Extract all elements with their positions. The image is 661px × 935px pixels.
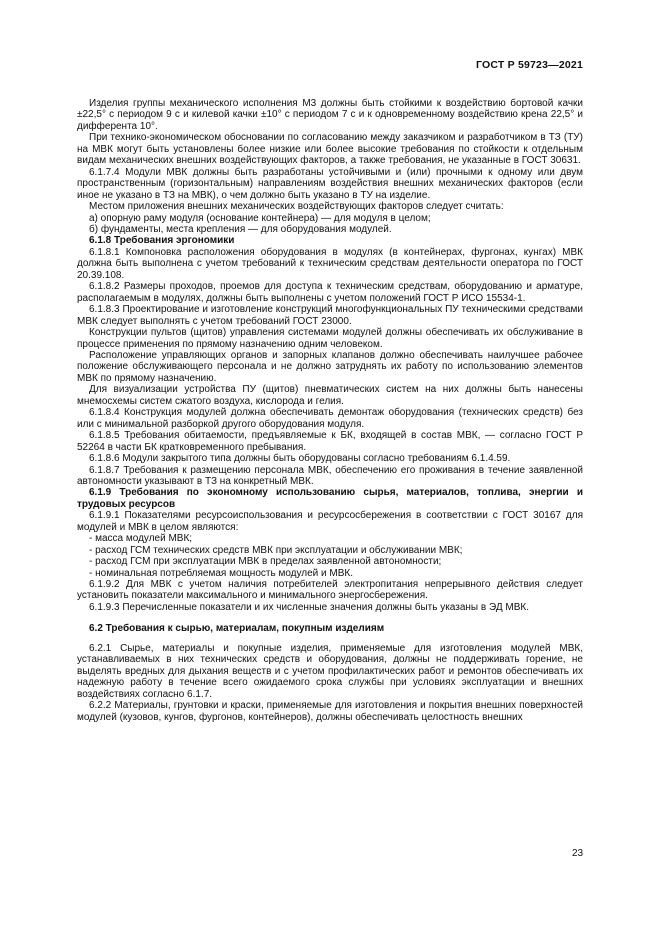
- paragraph: 6.1.8.3 Проектирование и изготовление конструкций многофункциональных ПУ техническими средствами МВК следует выполнять с учетом требований ГОСТ 23000.: [77, 304, 583, 327]
- paragraph: 6.1.8.4 Конструкция модулей должна обеспечивать демонтаж оборудования (технических средств) без или с минимальной разборкой другого оборудования модуля.: [77, 407, 583, 430]
- paragraph: 6.2.1 Сырье, материалы и покупные изделия, применяемые для изготовления модулей МВК, устанавливаемых в них технических средств и оборудования, должны не поддерживать горение, не выделять вредных для дыхания веществ и с учетом профилактических работ и ремонтов обеспечивать их надежную работу в течение всего ожидаемого срока службы при условиях эксплуатации и внешних воздействиях согласно 6.1.7.: [77, 642, 583, 700]
- paragraph: При технико-экономическом обосновании по согласованию между заказчиком и разработчиком в ТЗ (ТУ) на МВК могут быть установлены более низкие или более высокие требования по стойкости к отдельным видам механических внешних воздействующих факторов, а также требования, не указанные в ГОСТ 30631.: [77, 132, 583, 167]
- list-item: а) опорную раму модуля (основание контейнера) — для модуля в целом;: [89, 212, 431, 224]
- page-number: 23: [572, 848, 584, 859]
- paragraph: 6.2.2 Материалы, грунтовки и краски, применяемые для изготовления и покрытия внешних поверхностей модулей (кузовов, кунгов, фургонов, контейнеров), должны обеспечивать целостность внешних: [77, 700, 583, 723]
- list-item: - расход ГСМ технических средств МВК при эксплуатации и обслуживании МВК;: [89, 544, 463, 556]
- paragraph: 6.1.9.2 Для МВК с учетом наличия потребителей электропитания непрерывного действия следует установить показатели максимального и минимального энергосбережения.: [77, 579, 583, 602]
- paragraph: Для визуализации устройства ПУ (щитов) пневматических систем на них должны быть нанесены мнемосхемы систем сжатого воздуха, кислорода и гелия.: [77, 384, 583, 407]
- paragraph: 6.1.8.6 Модули закрытого типа должны быть оборудованы согласно требованиям 6.1.4.59.: [89, 453, 511, 465]
- list-item: - расход ГСМ при эксплуатации МВК в пределах заявленной автономности;: [89, 556, 442, 568]
- list-item: - масса модулей МВК;: [89, 533, 193, 545]
- paragraph: 6.1.8.5 Требования обитаемости, предъявляемые к БК, входящей в состав МВК, — согласно ГОСТ Р 52264 в части БК кратковременного пребывания.: [77, 430, 583, 453]
- paragraph: 6.1.8.1 Компоновка расположения оборудования в модулях (в контейнерах, фургонах, кунгах) МВК должна быть выполнена с учетом требований к техническим средствам деятельности оператора по ГОСТ 20.39.108.: [77, 246, 583, 281]
- paragraph: 6.1.7.4 Модули МВК должны быть разработаны устойчивыми и (или) прочными к одному или двум пространственным (горизонтальным) направлениям воздействия внешних механических факторов (если иное не указано в ТЗ на МВК), о чем должно быть указано в ТУ на изделие.: [77, 166, 583, 201]
- list-item: - номинальная потребляемая мощность модулей и МВК.: [89, 567, 354, 579]
- list-item: б) фундаменты, места крепления — для оборудования модулей.: [89, 223, 392, 235]
- section-heading: 6.1.8 Требования эргономики: [89, 235, 235, 247]
- section-heading: 6.1.9 Требования по экономному использованию сырья, материалов, топлива, энергии и трудовых ресурсов: [77, 487, 583, 510]
- paragraph: 6.1.8.7 Требования к размещению персонала МВК, обеспечению его проживания в течение заявленной автономности указывают в ТЗ на конкретный МВК.: [77, 464, 583, 487]
- standard-id-header: ГОСТ Р 59723—2021: [475, 59, 583, 71]
- paragraph: 6.1.9.1 Показателями ресурсоиспользования и ресурсосбережения в соответствии с ГОСТ 30167 для модулей и МВК в целом являются:: [77, 510, 583, 533]
- paragraph: 6.1.9.3 Перечисленные показатели и их численные значения должны быть указаны в ЭД МВК.: [89, 601, 529, 613]
- section-heading: 6.2 Требования к сырью, материалам, покупным изделиям: [89, 623, 385, 635]
- document-body: [77, 98, 583, 723]
- paragraph: Расположение управляющих органов и запорных клапанов должно обеспечивать наилучшее рабочее положение обслуживающего персонала и не должно затруднять их работу по использованию элементов МВК по прямому назначению.: [77, 349, 583, 384]
- paragraph: Местом приложения внешних механических воздействующих факторов следует считать:: [89, 201, 504, 213]
- paragraph: Конструкции пультов (щитов) управления системами модулей должны обеспечивать их обслуживание в процессе применения по прямому назначению одним человеком.: [77, 327, 583, 350]
- paragraph: 6.1.8.2 Размеры проходов, проемов для доступа к техническим средствам, оборудованию и арматуре, располагаемым в модулях, должны быть выполнены с учетом положений ГОСТ Р ИСО 15534-1.: [77, 281, 583, 304]
- paragraph: Изделия группы механического исполнения М3 должны быть стойкими к воздействию бортовой качки ±22,5° с периодом 9 с и килевой качки ±10° с периодом 7 с и к одновременному воздействию крена 22,5° и дифферента 10°.: [77, 98, 583, 132]
